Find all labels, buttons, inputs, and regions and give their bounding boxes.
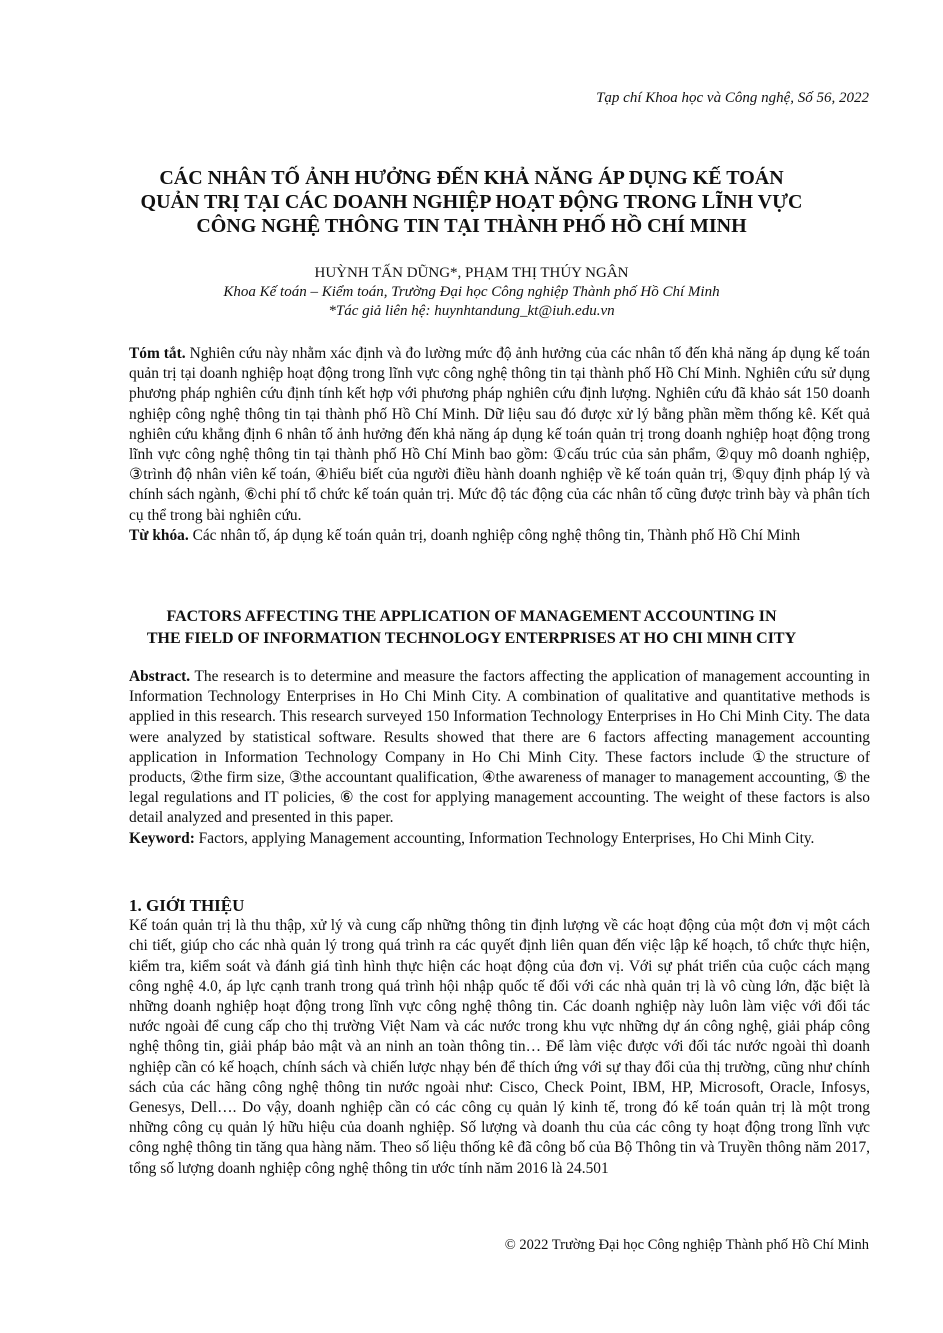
keywords-vi-label: Từ khóa.: [129, 526, 189, 544]
title-line: CÁC NHÂN TỐ ẢNH HƯỞNG ĐẾN KHẢ NĂNG ÁP DỤNG KẾ TOÁN: [159, 167, 784, 189]
section-introduction: [129, 896, 870, 1179]
journal-header: Tạp chí Khoa học và Công nghệ, Số 56, 2022: [596, 90, 869, 106]
abstract-vi: [129, 344, 870, 546]
abstract-en: [129, 667, 870, 849]
keywords-en-text: Factors, applying Management accounting, Information Technology Enterprises, Ho Chi Minh City.: [194, 829, 815, 847]
title-line: QUẢN TRỊ TẠI CÁC DOANH NGHIỆP HOẠT ĐỘNG TRONG LĨNH VỰC: [140, 191, 803, 213]
author-block: [100, 264, 843, 321]
paper-title-vi: [100, 166, 843, 238]
contact-email[interactable]: *Tác giả liên hệ: huynhtandung_kt@iuh.edu.vn: [328, 303, 615, 319]
title-line: CÔNG NGHỆ THÔNG TIN TẠI THÀNH PHỐ HỒ CHÍ MINH: [196, 215, 747, 237]
affiliation: Khoa Kế toán – Kiểm toán, Trường Đại học Công nghiệp Thành phố Hồ Chí Minh: [223, 284, 720, 300]
keywords-vi-text: Các nhân tố, áp dụng kế toán quản trị, doanh nghiệp công nghệ thông tin, Thành phố Hồ Chí Minh: [188, 526, 801, 544]
title-line: THE FIELD OF INFORMATION TECHNOLOGY ENTERPRISES AT HO CHI MINH CITY: [146, 630, 797, 647]
keywords-en-label: Keyword:: [129, 829, 195, 847]
author-names: HUỲNH TẤN DŨNG*, PHẠM THỊ THÚY NGÂN: [314, 265, 629, 281]
section-body: Kế toán quản trị là thu thập, xử lý và cung cấp những thông tin định lượng về các hoạt động của một đơn vị một cách chi tiết, giúp cho các nhà quản lý trong quá trình ra các quyết định liên quan đến việc lập kế hoạch, tổ chức thực hiện, kiểm tra, kiểm soát và đánh giá tình hình thực hiện các hoạt động của đơn vị. Với sự phát triển của cuộc cách mạng công nghệ 4.0, áp lực cạnh tranh trong quá trình hội nhập quốc tế đối với các nhà quản trị là vô cùng lớn, đặc biệt là những doanh nghiệp hoạt động trong lĩnh vực công nghệ thông tin. Các doanh nghiệp này luôn làm việc với đối tác nước ngoài để cung cấp cho thị trường Việt Nam và các nước trong khu vực những dự án công nghệ, giải pháp công nghệ thông tin, giải pháp bảo mật và an ninh an toàn thông tin… Để làm việc được với đối tác nước ngoài thì doanh nghiệp cần có kế hoạch, chính sách và chiến lược nhạy bén để thích ứng với sự thay đổi của thị trường, cũng như chính sách của các hãng công nghệ thông tin nước ngoài như: Cisco, Check Point, IBM, HP, Microsoft, Oracle, Infosys, Genesys, Dell…. Do vậy, doanh nghiệp cần có các công cụ quản lý kinh tế, trong đó kế toán quản trị là một trong những công cụ quản lý hữu hiệu của doanh nghiệp. Số lượng và doanh thu của các công ty hoạt động trong lĩnh vực công nghệ thông tin tăng qua hàng năm. Theo số liệu thống kê đã công bố của Bộ Thông tin và Truyền thông năm 2017, tổng số lượng doanh nghiệp công nghệ thông tin ước tính năm 2016 là 24.501: [129, 917, 870, 1177]
section-heading: 1. GIỚI THIỆU: [129, 896, 245, 915]
abstract-en-label: Abstract.: [129, 668, 191, 685]
abstract-vi-text: Nghiên cứu này nhằm xác định và đo lường mức độ ảnh hưởng của các nhân tố đến khả năng áp dụng kế toán quản trị tại doanh nghiệp hoạt động trong lĩnh vực công nghệ thông tin tại thành phố Hồ Chí Minh. Nghiên cứu sử dụng phương pháp nghiên cứu định tính kết hợp với phương pháp nghiên cứu định lượng. Nghiên cứu đã khảo sát 150 doanh nghiệp công nghệ thông tin tại thành phố Hồ Chí Minh. Dữ liệu sau đó được xử lý bằng phần mềm thống kê. Kết quả nghiên cứu khẳng định 6 nhân tố ảnh hưởng đến khả năng áp dụng kế toán quản trị trong doanh nghiệp hoạt động trong lĩnh vực công nghệ thông tin tại thành phố Hồ Chí Minh bao gồm: ①cấu trúc của sản phẩm, ②quy mô doanh nghiệp, ③trình độ nhân viên kế toán, ④hiểu biết của người điều hành doanh nghiệp về kế toán quản trị, ⑤quy định pháp lý và chính sách ngành, ⑥chi phí tổ chức kế toán quản trị. Mức độ tác động của các nhân tố cũng được trình bày và phân tích cụ thể trong bài nghiên cứu.: [129, 345, 870, 524]
paper-title-en: [100, 606, 843, 650]
title-line: FACTORS AFFECTING THE APPLICATION OF MANAGEMENT ACCOUNTING IN: [166, 608, 777, 625]
footer-copyright: © 2022 Trường Đại học Công nghiệp Thành phố Hồ Chí Minh: [504, 1237, 869, 1253]
abstract-vi-label: Tóm tắt.: [129, 345, 186, 362]
abstract-en-text: The research is to determine and measure the factors affecting the application of management accounting in Information Technology Enterprises in Ho Chi Minh City. A combination of qualitative and quantitative methods is applied in this research. This research surveyed 150 Information Technology Enterprises in Ho Chi Minh City. The data were analyzed by statistical software. Results showed that there are 6 factors affecting management accounting application in Information Technology Company in Ho Chi Minh City. These factors include ①the structure of products, ②the firm size, ③the accountant qualification, ④the awareness of manager to management accounting, ⑤ the legal regulations and IT policies, ⑥ the cost for applying management accounting. The weight of these factors is also detail analyzed and presented in this paper.: [129, 668, 870, 827]
